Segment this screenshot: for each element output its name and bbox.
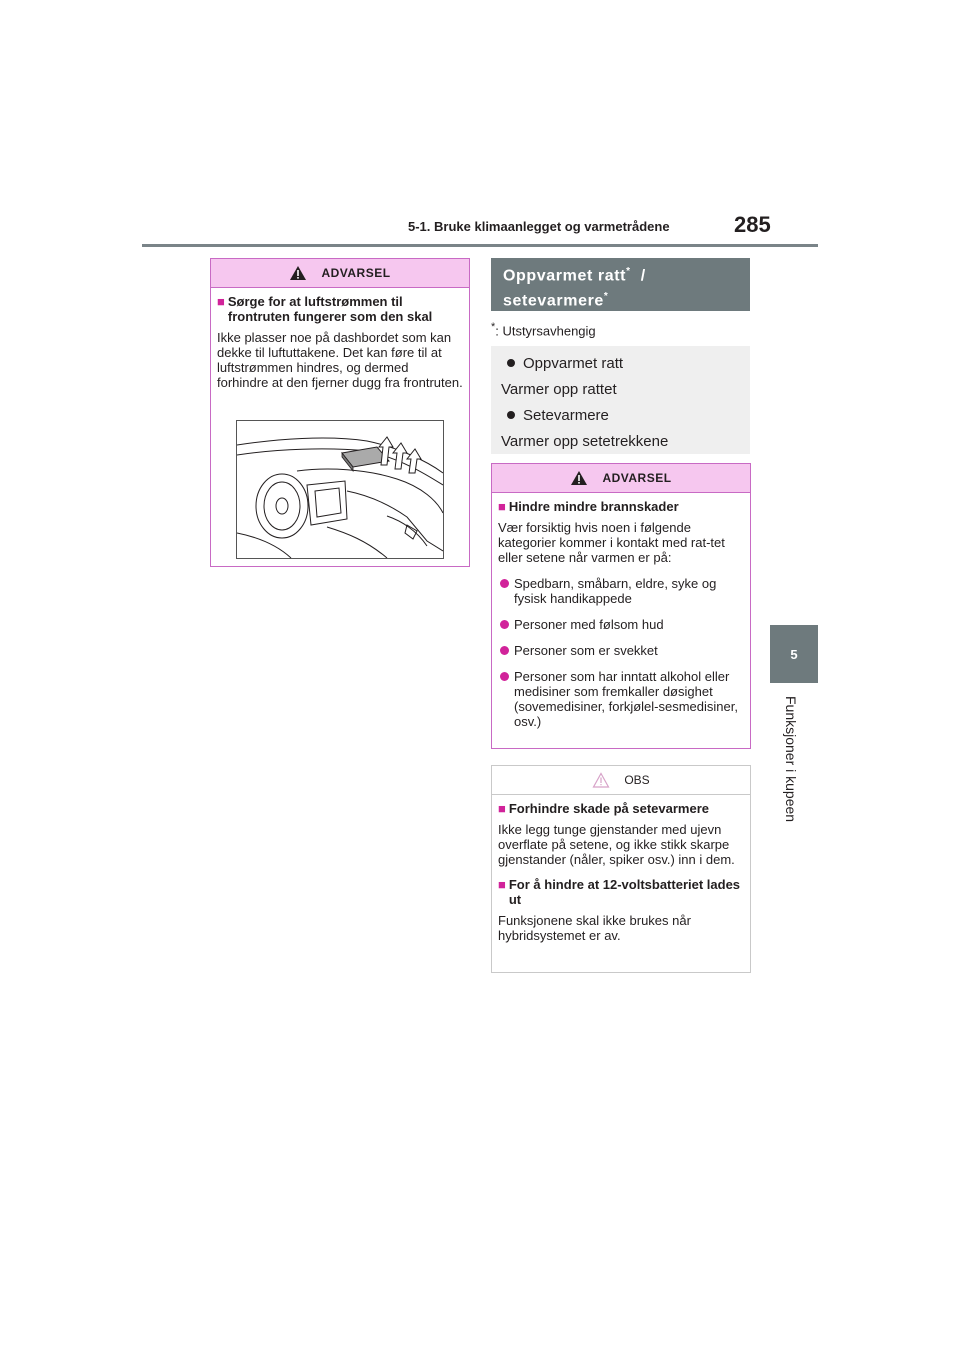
bullet-dot-icon — [500, 646, 509, 655]
list-item: Oppvarmet ratt — [501, 350, 740, 376]
page-number: 285 — [734, 212, 771, 237]
list-item: Setevarmere — [501, 402, 740, 428]
bullet-dot-icon — [507, 411, 515, 419]
header-title: 5-1. Bruke klimaanlegget og varmetrådene — [408, 219, 670, 234]
asterisk: * — [626, 266, 631, 277]
header-rule — [142, 244, 818, 247]
section-title: Oppvarmet ratt* / setevarmere* — [491, 258, 750, 311]
note-text: Ikke legg tunge gjenstander med ujevn overflate på setene, og ikke stikk skarpe gjenstander (nåler, spiker osv.) inn i dem. — [498, 822, 735, 867]
warning-text: Vær forsiktig hvis noen i følgende kategorier kommer i kontakt med rat-tet eller setene når varmen er på: — [498, 520, 725, 565]
list-item: Spedbarn, småbarn, eldre, syke og fysisk handikappede — [498, 576, 744, 606]
footnote: *: Utstyrsavhengig — [491, 321, 596, 339]
warning-label: ADVARSEL — [602, 471, 672, 485]
warning-header — [492, 464, 750, 493]
dashboard-airflow-image — [237, 421, 443, 558]
warning-heading: ■ Hindre mindre brannskader — [498, 499, 679, 514]
note-heading: ■ For å hindre at 12-voltsbatteriet lades ut — [498, 877, 741, 907]
bullet-dot-icon — [500, 579, 509, 588]
warning-triangle-icon — [570, 470, 588, 486]
asterisk: * — [603, 291, 609, 303]
warning-heading: ■ Sørge for at luftstrømmen til frontruten fungerer som den skal — [217, 294, 433, 324]
chapter-number: 5 — [790, 646, 798, 662]
bullet-dot-icon — [507, 359, 515, 367]
note-heading: ■ Forhindre skade på setevarmere — [498, 801, 710, 816]
chapter-tab — [770, 625, 818, 683]
caution-triangle-icon — [592, 772, 610, 788]
list-item-desc: Varmer opp rattet — [501, 380, 617, 398]
warning-label: ADVARSEL — [321, 266, 391, 280]
warning-text: Ikke plasser noe på dashbordet som kan dekke til luftuttakene. Det kan føre til at luftstrømmen hindres, og dermed forhindre at den fjerner dugg fra frontruten. — [217, 330, 463, 390]
list-item: Personer som har inntatt alkohol eller medisiner som fremkaller døsighet (sovemedisiner, forkjølel-sesmedisiner, osv.) — [498, 669, 744, 729]
chapter-label: Funksjoner i kupeen — [783, 696, 799, 823]
bullet-dot-icon — [500, 620, 509, 629]
feature-list — [491, 346, 750, 454]
warning-triangle-icon — [289, 265, 307, 281]
warning-header — [211, 259, 469, 288]
square-bullet-icon: ■ — [217, 294, 225, 309]
dashboard-illustration — [236, 420, 444, 559]
list-item: Personer med følsom hud — [498, 617, 744, 632]
note-text: Funksjonene skal ikke brukes når hybridsystemet er av. — [498, 913, 691, 943]
right-warning-box — [491, 463, 751, 749]
square-bullet-icon: ■ — [498, 877, 506, 892]
square-bullet-icon: ■ — [498, 801, 506, 816]
bullet-dot-icon — [500, 672, 509, 681]
list-item-desc: Varmer opp setetrekkene — [501, 432, 669, 450]
left-warning-box — [210, 258, 470, 567]
square-bullet-icon: ■ — [498, 499, 506, 514]
note-header — [492, 766, 750, 795]
list-item: Personer som er svekket — [498, 643, 744, 658]
note-box — [491, 765, 751, 973]
note-label: OBS — [624, 773, 650, 787]
